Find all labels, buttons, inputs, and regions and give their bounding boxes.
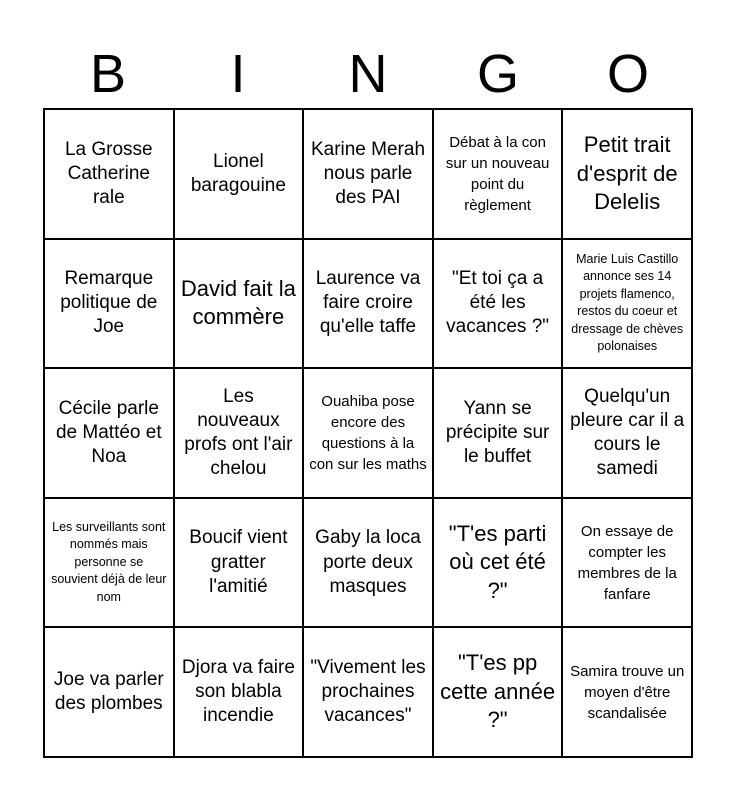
bingo-cell[interactable]: Cécile parle de Mattéo et Noa — [44, 368, 174, 498]
bingo-cell[interactable]: Joe va parler des plombes — [44, 627, 174, 757]
title-letter-i: I — [230, 44, 246, 104]
bingo-cell[interactable]: Les nouveaux profs ont l'air chelou — [174, 368, 304, 498]
bingo-cell[interactable]: Yann se précipite sur le buffet — [433, 368, 563, 498]
bingo-cell[interactable]: On essaye de compter les membres de la fanfare — [562, 498, 692, 628]
bingo-cell[interactable]: "T'es parti où cet été ?" — [433, 498, 563, 628]
bingo-cell[interactable]: Lionel baragouine — [174, 109, 304, 239]
bingo-cell[interactable]: Laurence va faire croire qu'elle taffe — [303, 239, 433, 369]
bingo-cell[interactable]: La Grosse Catherine rale — [44, 109, 174, 239]
bingo-header — [43, 40, 693, 108]
title-letter-o: O — [606, 44, 649, 104]
bingo-cell[interactable]: Marie Luis Castillo annonce ses 14 projets flamenco, restos du coeur et dressage de chèves polonaises — [562, 239, 692, 369]
bingo-grid — [43, 108, 693, 758]
bingo-cell[interactable]: "T'es pp cette année ?" — [433, 627, 563, 757]
title-letter-b: B — [89, 44, 127, 104]
bingo-cell[interactable]: Remarque politique de Joe — [44, 239, 174, 369]
bingo-cell[interactable]: Les surveillants sont nommés mais personne se souvient déjà de leur nom — [44, 498, 174, 628]
title-letter-g: G — [476, 44, 519, 104]
bingo-cell[interactable]: Karine Merah nous parle des PAI — [303, 109, 433, 239]
bingo-cell[interactable]: "Et toi ça a été les vacances ?" — [433, 239, 563, 369]
title-letter-n: N — [348, 44, 388, 104]
bingo-cell[interactable]: "Vivement les prochaines vacances" — [303, 627, 433, 757]
bingo-cell[interactable]: David fait la commère — [174, 239, 304, 369]
bingo-cell[interactable]: Débat à la con sur un nouveau point du règlement — [433, 109, 563, 239]
bingo-cell[interactable]: Ouahiba pose encore des questions à la con sur les maths — [303, 368, 433, 498]
bingo-cell[interactable]: Petit trait d'esprit de Delelis — [562, 109, 692, 239]
bingo-cell[interactable]: Djora va faire son blabla incendie — [174, 627, 304, 757]
bingo-cell[interactable]: Quelqu'un pleure car il a cours le samedi — [562, 368, 692, 498]
bingo-cell[interactable]: Samira trouve un moyen d'être scandalisée — [562, 627, 692, 757]
bingo-cell[interactable]: Boucif vient gratter l'amitié — [174, 498, 304, 628]
bingo-cell[interactable]: Gaby la loca porte deux masques — [303, 498, 433, 628]
